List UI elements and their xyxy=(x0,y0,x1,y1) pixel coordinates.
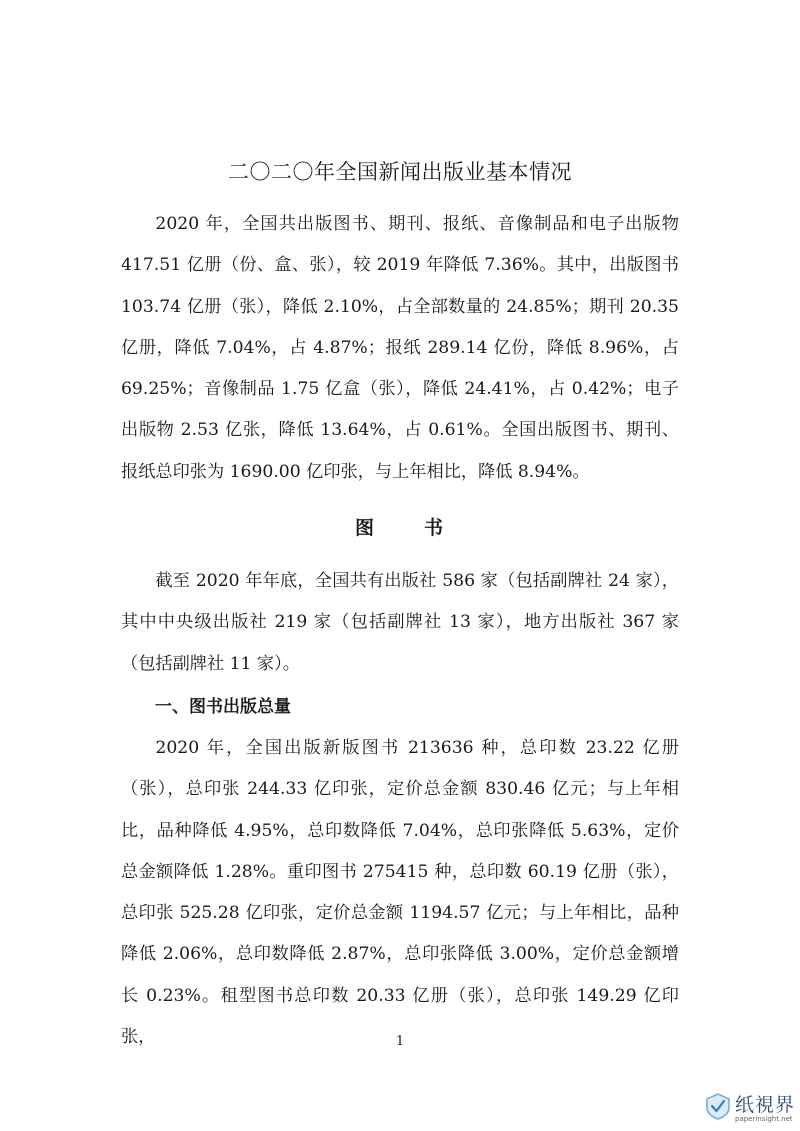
subheading-book-output: 一、图书出版总量 xyxy=(155,697,291,717)
publishers-paragraph: 截至 2020 年年底，全国共有出版社 586 家（包括副牌社 24 家），其中中央级出版社 219 家（包括副牌社 13 家），地方出版社 367 家（包括副牌社 11 家）。 xyxy=(121,571,679,674)
watermark-name: 纸視界 xyxy=(735,1094,796,1116)
watermark xyxy=(700,1088,800,1128)
watermark-logo-icon xyxy=(704,1092,732,1120)
books-paragraph: 2020 年，全国出版新版图书 213636 种，总印数 23.22 亿册（张），总印张 244.33 亿印张，定价总金额 830.46 亿元；与上年相比，品种降低 4.95%，总印数降低 7.04%，总印张降低 5.63%，定价总金额降低 1.28%。重印图书 275415 种，总印数 60.19 亿册（张），总印张 525.28 亿印张，定价总金额 1194.57 亿元；与上年相比，品种降低 2.06%，总印数降低 2.87%，总印张降低 3.00%，定价总金额增长 0.23%。租型图书总印数 20.33 亿册（张），总印张 149.29 亿印张， xyxy=(121,738,679,1048)
intro-paragraph: 2020 年，全国共出版图书、期刊、报纸、音像制品和电子出版物 417.51 亿册（份、盒、张），较 2019 年降低 7.36%。其中，出版图书 103.74 亿册（张），降低 2.10%，占全部数量的 24.85%；期刊 20.35 亿册，降低 7.04%，占 4.87%；报纸 289.14 亿份，降低 8.96%，占 69.25%；音像制品 1.75 亿盒（张），降低 24.41%，占 0.42%；电子出版物 2.53 亿张，降低 13.64%，占 0.61%。全国出版图书、期刊、报纸总印张为 1690.00 亿印张，与上年相比，降低 8.94%。 xyxy=(121,214,679,482)
document-title: 二〇二〇年全国新闻出版业基本情况 xyxy=(228,160,572,184)
watermark-url: paperinsight.net xyxy=(735,1115,793,1123)
section-heading-books xyxy=(0,513,800,543)
section-heading-char-1: 图 xyxy=(354,517,376,539)
section-heading-char-2: 书 xyxy=(424,517,446,539)
page-number: 1 xyxy=(395,1034,405,1049)
